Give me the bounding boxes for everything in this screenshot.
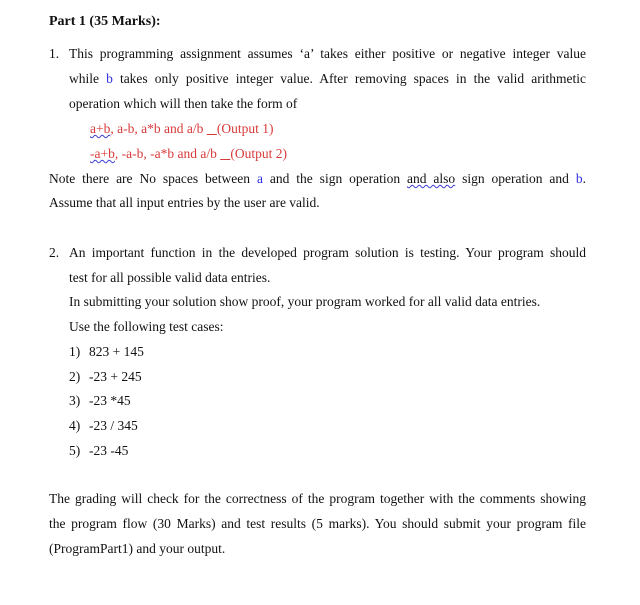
test-case-number: 1) <box>69 344 81 359</box>
output-1-label: (Output 1) <box>216 121 274 136</box>
q2-line-4: Use the following test cases: <box>69 319 224 334</box>
test-case <box>69 344 144 360</box>
grading-line-3: (ProgramPart1) and your output. <box>49 541 226 556</box>
form-2-ops: -a+b <box>90 146 115 161</box>
q1-line-2 <box>69 71 586 87</box>
q1-note-2: Assume that all input entries by the user are valid. <box>49 195 320 210</box>
variable-b: b <box>106 71 113 86</box>
q2-line-3: In submitting your solution show proof, your program worked for all valid data entries. <box>69 294 541 309</box>
form-1-rest: , a-b, a*b and a/b <box>110 121 207 136</box>
form-1-blank <box>207 121 217 136</box>
q2-line-1: An important function in the developed program solution is testing. Your program should <box>69 245 586 260</box>
test-case-expression: -23 -45 <box>89 443 129 458</box>
test-case <box>69 393 131 409</box>
test-case-expression: -23 + 245 <box>89 369 142 384</box>
q1-line-2-pre: while <box>69 71 107 86</box>
test-case <box>69 443 128 459</box>
q1-line-2-post: takes only positive integer value. After removing spaces in the valid arithmetic <box>112 71 586 86</box>
q1-line-1: This programming assignment assumes ‘a’ takes either positive or negative integer value <box>69 46 586 61</box>
note-end: . <box>582 171 586 186</box>
test-case-expression: -23 *45 <box>89 393 131 408</box>
test-case-number: 3) <box>69 393 81 408</box>
form-2-blank <box>220 146 230 161</box>
note-variable-b: b <box>575 171 583 186</box>
test-case <box>69 418 138 434</box>
grading-line-1: The grading will check for the correctness of the program together with the comments showing <box>49 491 586 506</box>
q2-number: 2. <box>49 245 60 260</box>
operation-form-1 <box>90 121 273 137</box>
q1-line-3: operation which will then take the form of <box>69 96 298 111</box>
test-case-number: 2) <box>69 369 81 384</box>
q2-line-2: test for all possible valid data entries. <box>69 270 271 285</box>
note-and-also: and also <box>407 171 456 186</box>
operation-form-2 <box>90 146 287 162</box>
q1-note-1 <box>49 171 586 187</box>
page-title: Part 1 (35 Marks): <box>49 14 161 29</box>
note-pre: Note there are No spaces between <box>49 171 257 186</box>
test-case-expression: -23 / 345 <box>89 418 138 433</box>
note-post: sign operation and <box>455 171 576 186</box>
grading-line-2: the program flow (30 Marks) and test results (5 marks). You should submit your program file <box>49 516 586 531</box>
q1-number: 1. <box>49 46 60 61</box>
test-case-number: 4) <box>69 418 81 433</box>
output-2-label: (Output 2) <box>230 146 287 161</box>
note-variable-a: a <box>256 171 263 186</box>
form-1-ops: a+b <box>90 121 111 136</box>
note-mid: and the sign operation <box>262 171 408 186</box>
test-case-expression: 823 + 145 <box>89 344 144 359</box>
test-case-number: 5) <box>69 443 81 458</box>
test-case <box>69 369 142 385</box>
form-2-rest: , -a-b, -a*b and a/b <box>114 146 221 161</box>
